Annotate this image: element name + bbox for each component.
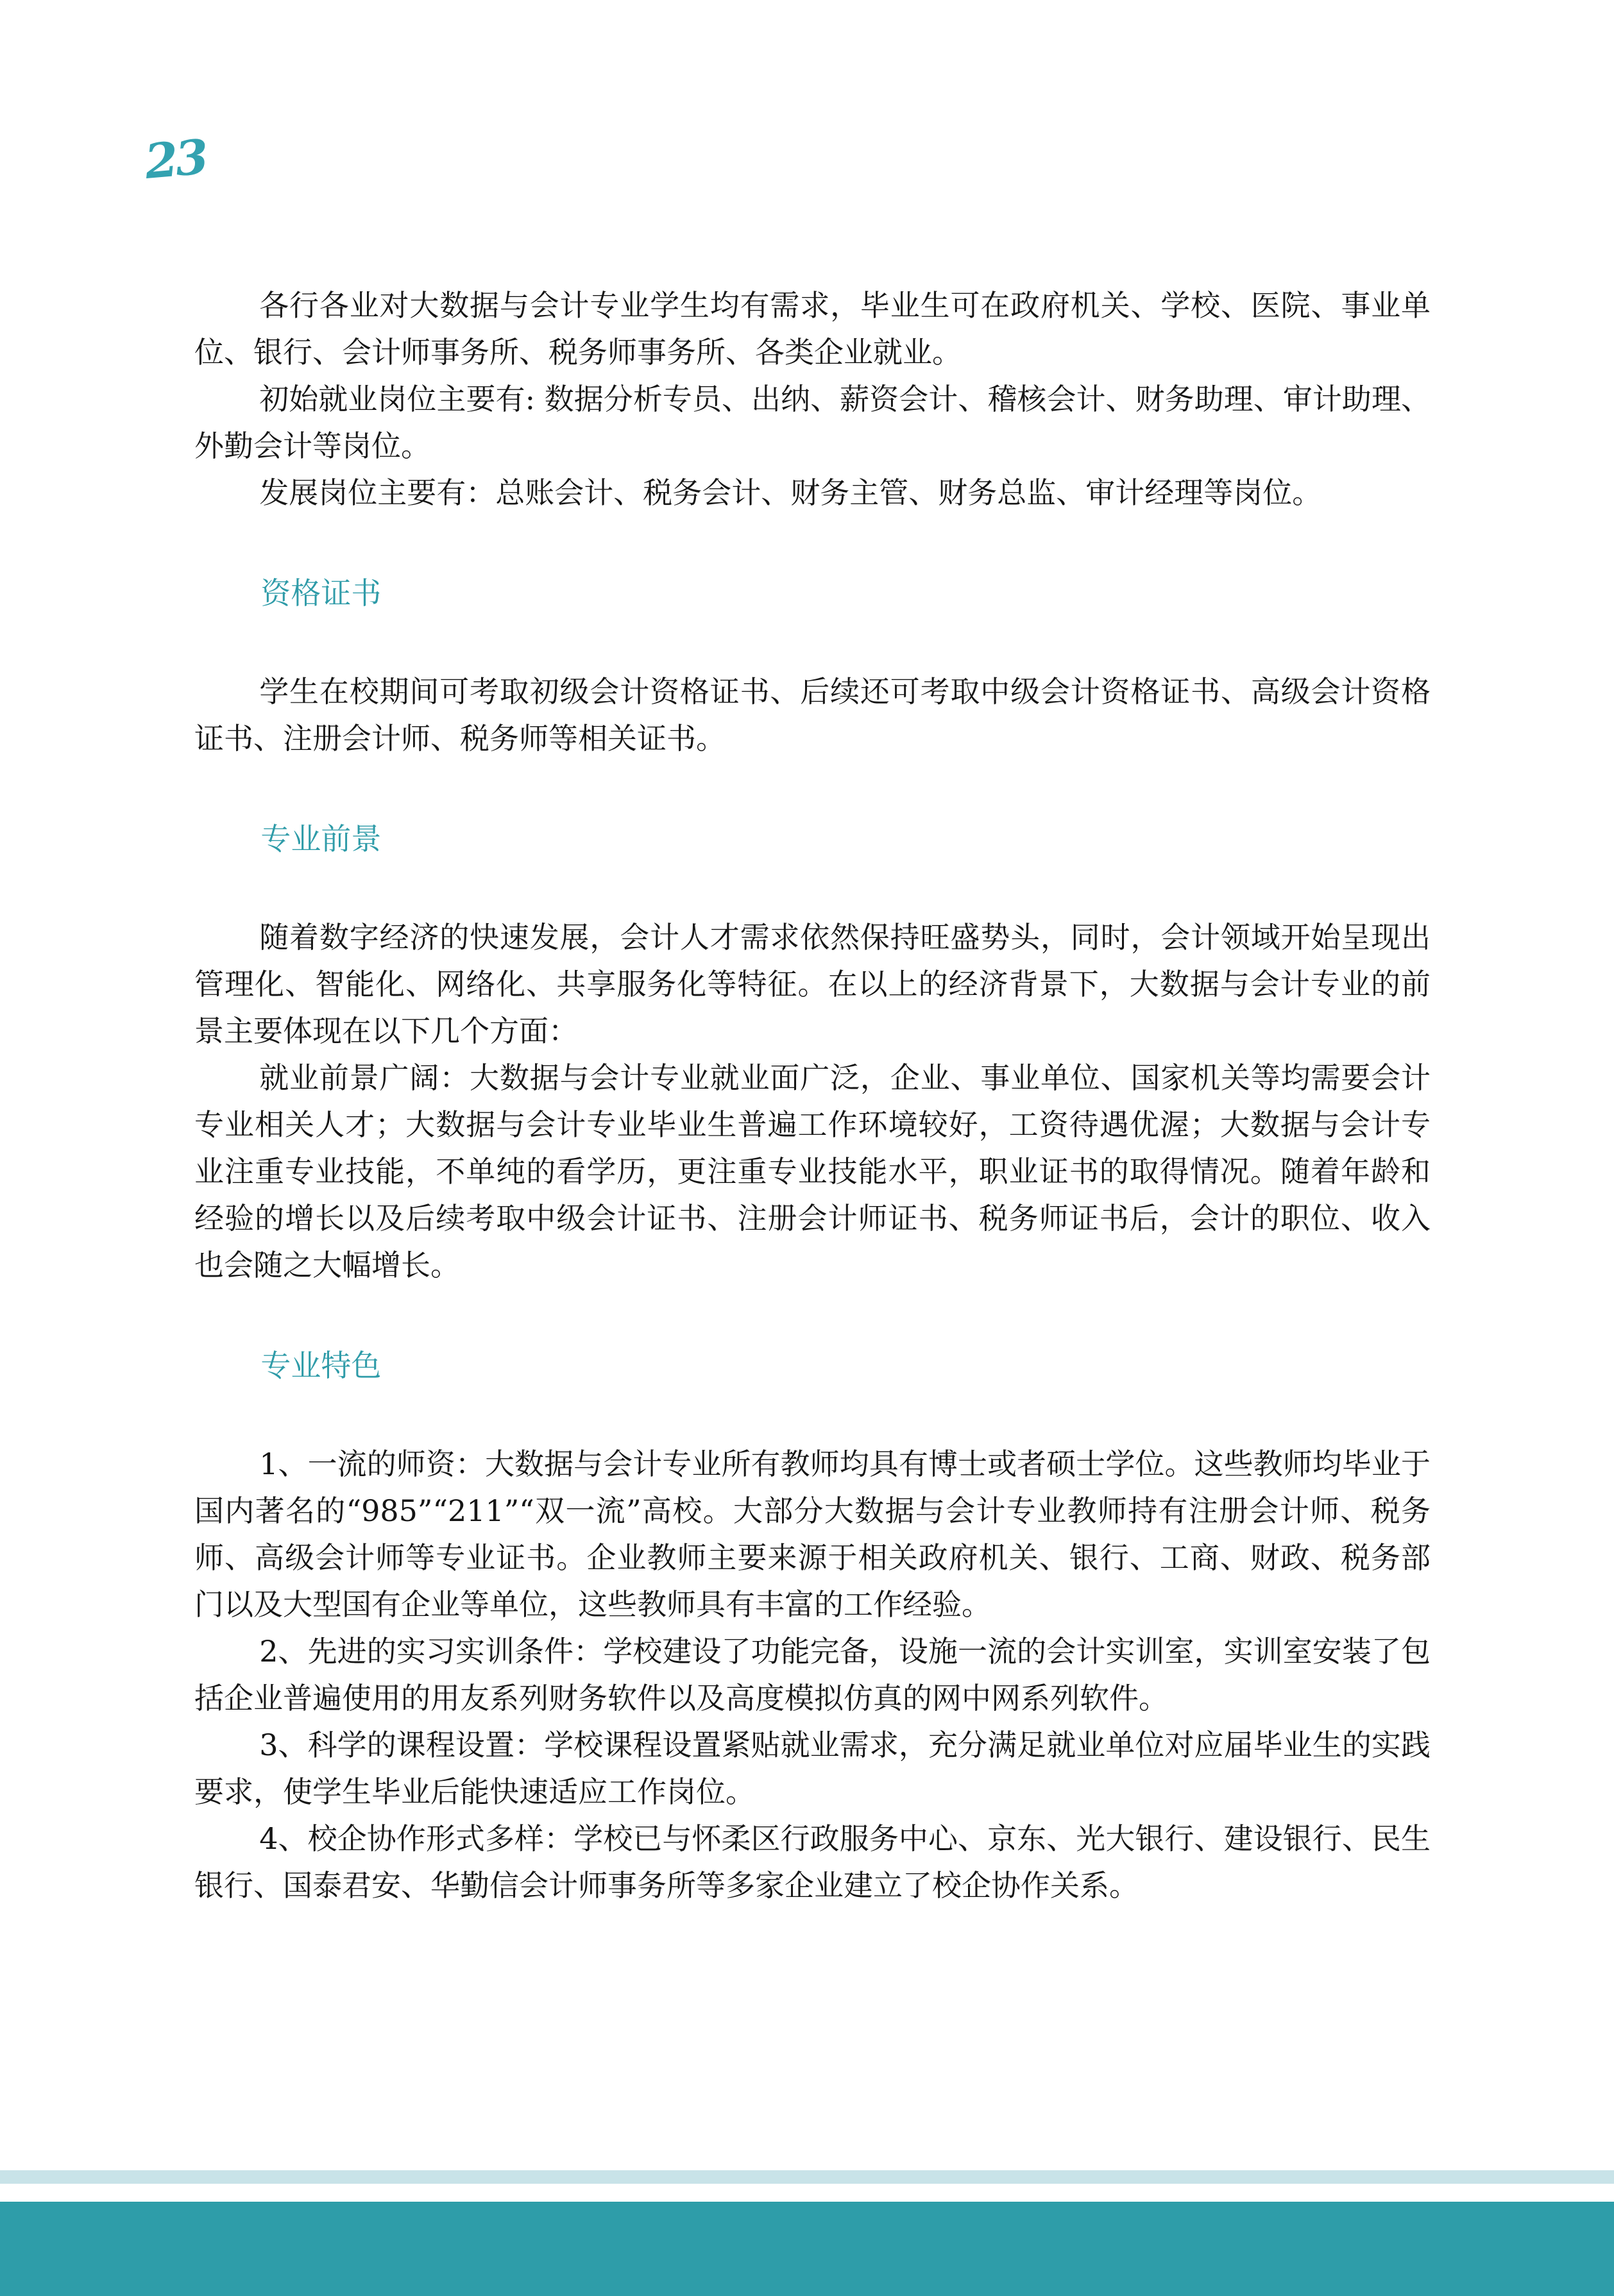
section-heading: 专业前景 <box>260 822 382 857</box>
paragraph: 各行各业对大数据与会计专业学生均有需求，毕业生可在政府机关、学校、医院、事业单位、银行、会计师事务所、税务师事务所、各类企业就业。 <box>194 288 1431 370</box>
section-heading: 资格证书 <box>260 576 382 611</box>
paragraph: 初始就业岗位主要有: 数据分析专员、出纳、薪资会计、稽核会计、财务助理、审计助理、外勤会计等岗位。 <box>194 382 1431 463</box>
paragraph: 1、一流的师资：大数据与会计专业所有教师均具有博士或者硕士学位。这些教师均毕业于国内著名的“985”“211”“双一流”高校。大部分大数据与会计专业教师持有注册会计师、税务师、高级会计师等专业证书。企业教师主要来源于相关政府机关、银行、工商、财政、税务部门以及大型国有企业等单位，这些教师具有丰富的工作经验。 <box>194 1447 1431 1622</box>
paragraph: 4、校企协作形式多样：学校已与怀柔区行政服务中心、京东、光大银行、建设银行、民生银行、国泰君安、华勤信会计师事务所等多家企业建立了校企协作关系。 <box>194 1821 1431 1903</box>
footer-dark-band <box>0 2202 1614 2296</box>
footer-light-band <box>0 2170 1614 2184</box>
paragraph: 就业前景广阔：大数据与会计专业就业面广泛，企业、事业单位、国家机关等均需要会计专业相关人才；大数据与会计专业毕业生普遍工作环境较好，工资待遇优渥；大数据与会计专业注重专业技能，不单纯的看学历，更注重专业技能水平，职业证书的取得情况。随着年龄和经验的增长以及后续考取中级会计证书、注册会计师证书、税务师证书后，会计的职位、收入也会随之大幅增长。 <box>194 1060 1431 1282</box>
paragraph: 2、先进的实习实训条件：学校建设了功能完备，设施一流的会计实训室，实训室安装了包括企业普遍使用的用友系列财务软件以及高度模拟仿真的网中网系列软件。 <box>194 1634 1431 1715</box>
paragraph: 随着数字经济的快速发展，会计人才需求依然保持旺盛势头，同时，会计领域开始呈现出管理化、智能化、网络化、共享服务化等特征。在以上的经济背景下，大数据与会计专业的前景主要体现在以下几个方面： <box>194 920 1431 1048</box>
paragraph: 学生在校期间可考取初级会计资格证书、后续还可考取中级会计资格证书、高级会计资格证书、注册会计师、税务师等相关证书。 <box>194 674 1431 756</box>
paragraph: 3、科学的课程设置：学校课程设置紧贴就业需求，充分满足就业单位对应届毕业生的实践要求，使学生毕业后能快速适应工作岗位。 <box>194 1728 1431 1809</box>
page-number: 23 <box>142 130 208 190</box>
paragraph: 发展岗位主要有：总账会计、税务会计、财务主管、财务总监、审计经理等岗位。 <box>259 475 1322 510</box>
section-heading: 专业特色 <box>260 1348 382 1384</box>
page-content <box>194 282 1431 1909</box>
